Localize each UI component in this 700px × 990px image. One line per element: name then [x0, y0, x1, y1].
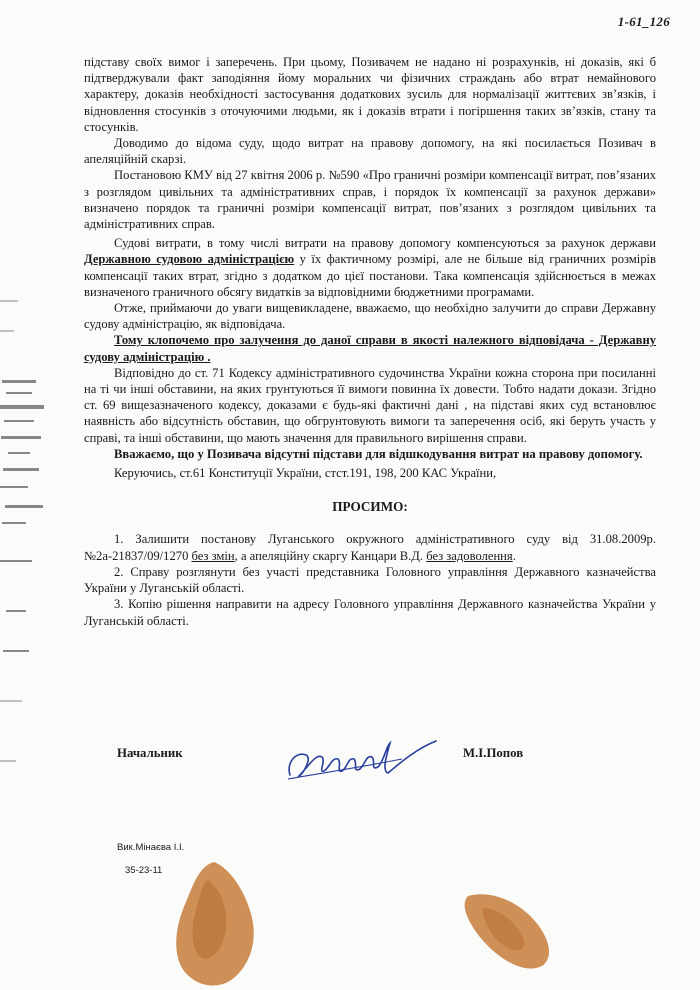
executor-name: Вик.Мінаєва І.І. [117, 842, 185, 853]
request-item-1: 1. Залишити постанову Луганського окружного адміністративного суду від 31.08.2009р. №2а-21837/09/1270 без змін, а апеляційну скаргу Канцари В.Д. без задоволення. [84, 532, 656, 563]
paper-stain-right [460, 886, 556, 972]
paragraph-legal-aid: Доводимо до відома суду, щодо витрат на правову допомогу, на які посилається Позивач в апеляційній скарзі. [84, 136, 656, 167]
paragraph-court-costs [84, 235, 656, 300]
request-item-3: 3. Копію рішення направити на адресу Головного управління Державного казначейства України у Луганській області. [84, 597, 656, 628]
court-costs-text: Судові витрати, в тому числі витрати на правову допомогу компенсуються за рахунок держави [114, 236, 656, 251]
document-body [84, 54, 656, 629]
signatory-title: Начальник [117, 746, 183, 760]
no-changes-emphasis: без змін [191, 548, 235, 563]
paragraph-legal-basis: Керуючись, ст.61 Конституції України, стст.191, 198, 200 КАС України, [114, 466, 497, 481]
request-item-2: 2. Справу розглянути без участі представника Головного управління Державного казначейства України у Луганській області. [84, 564, 656, 596]
court-costs-text-end: у їх фактичному розмірі, але не більше від граничних розмірів компенсації таких втрат, згідно з додатком до цієї постанови. Така компенсація здійснюється в межах визначеного граничного обсягу видатків за відповідними бюджетними програмами. [84, 252, 656, 299]
paragraph-conclusion: Отже, приймаючи до уваги вищевикладене, вважаємо, що необхідно залучити до справи Державну судову адміністрацію, як відповідача. [84, 301, 656, 332]
signatory-name: М.І.Попов [463, 746, 524, 760]
dismissal-emphasis: без задоволення [426, 548, 513, 563]
paragraph-resolution: Постановою КМУ від 27 квітня 2006 р. №590 «Про граничні розміри компенсації витрат, пов’язаних з розглядом цивільних та адміністративних справ, і порядок їх компенсації за рахунок держави» визначено порядок та граничні розміри компенсації витрат, пов’язаних з розглядом цивільних та адміністративних справ. [84, 168, 656, 232]
document-code: 1-61_126 [617, 14, 670, 29]
court-admin-emphasis: Державною судовою адміністрацією [84, 252, 295, 267]
executor-phone: 35-23-11 [125, 865, 163, 876]
paragraph-petition: Тому клопочемо про залучення до даної справи в якості належного відповідача - Державну судову адміністрацію . [84, 333, 656, 364]
paragraph-article-71: Відповідно до ст. 71 Кодексу адміністративного судочинства України кожна сторона при посиланні на ті чи інші обставини, на яких грунтуються її вимоги повинна їх довести. Тобто надати докази. Згідно ст. 69 вищезазначеного кодексу, доказами є будь-які фактичні дані , на підставі яких суд встановлює наявність або відсутність обставин, що обгрунтовують вимоги та заперечення осіб, які беруть участь у справі, та інші обставини, що мають значення для правильного вирішення справи. [84, 365, 656, 445]
paper-stain-left [168, 858, 260, 990]
request-heading: ПРОСИМО: [332, 499, 408, 515]
handwritten-signature [282, 733, 442, 789]
paragraph-no-grounds: Вважаємо, що у Позивача відсутні підстави для відшкодування витрат на правову допомогу. [114, 446, 643, 461]
paragraph-evidence: підставу своїх вимог і заперечень. При цьому, Позивачем не надано ні розрахунків, ні доказів, які б підтверджували факт заподіяння йому моральних чи фізичних страждань або втрат немайнового характеру, доказів необхідності застосування додаткових зусиль для нормалізації життєвих зв’язків, і відновлення стосунків з оточуючими людьми, як і доказів втрати і погіршення таких зв’язків, стану та стосунків. [84, 55, 656, 134]
scan-edge-artifact [0, 0, 70, 990]
